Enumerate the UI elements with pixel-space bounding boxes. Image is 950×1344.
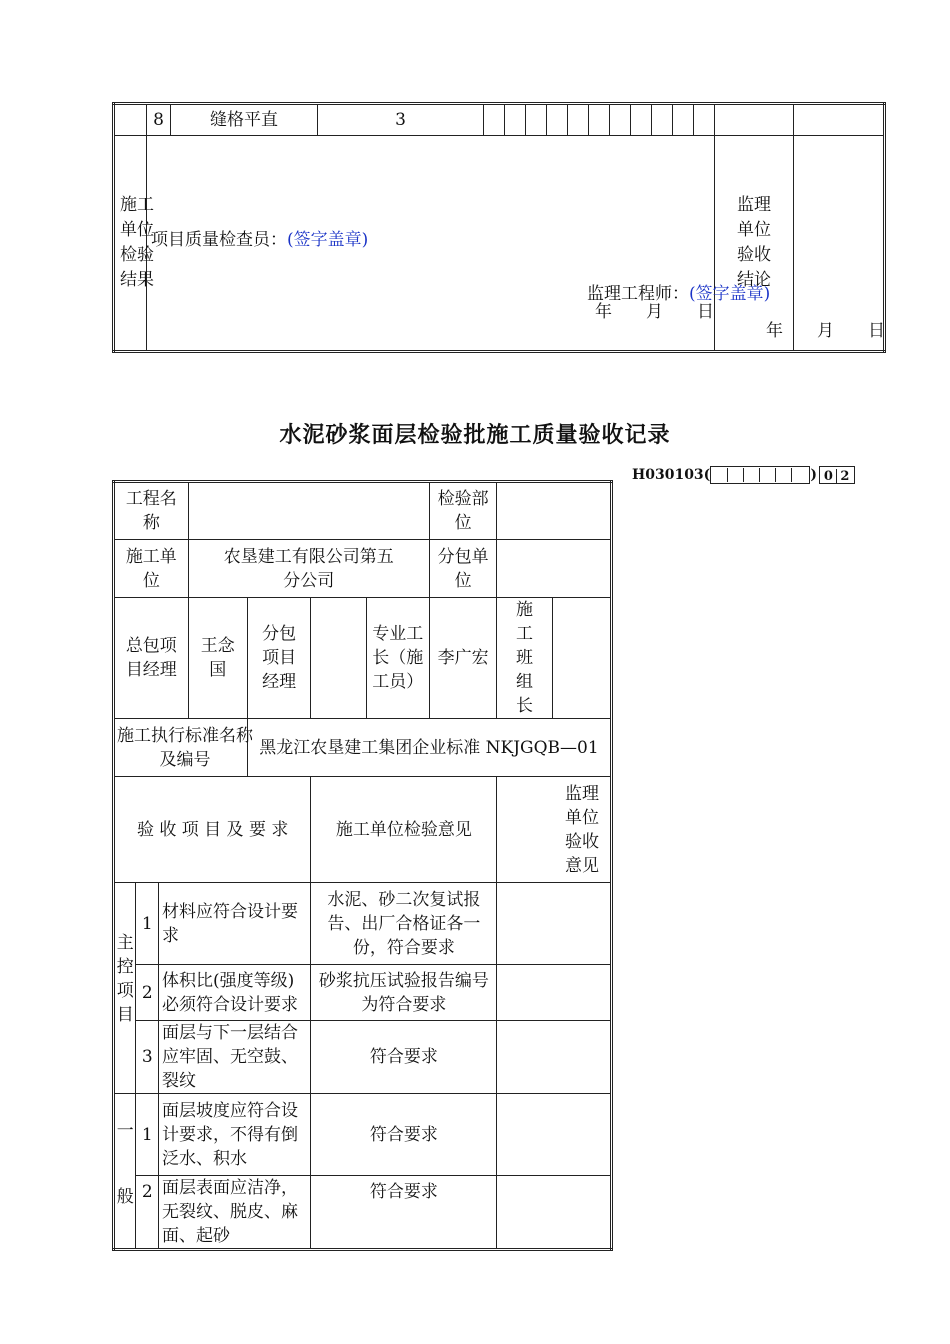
row-supervisor-opinion xyxy=(497,883,612,965)
foreman-label: 专业工长（施工员） xyxy=(366,598,429,719)
row-item: 材料应符合设计要求 xyxy=(158,883,310,965)
header-items: 验 收 项 目 及 要 求 xyxy=(114,777,311,883)
row-opinion: 符合要求 xyxy=(311,1021,497,1094)
engineer-label: 监理工程师： xyxy=(587,284,689,304)
subcontract-unit-value xyxy=(497,540,612,598)
page-title: 水泥砂浆面层检验批施工质量验收记录 xyxy=(279,423,671,448)
standard-label: 施工执行标准名称及编号 xyxy=(114,719,248,777)
contractor-result-cell xyxy=(147,136,715,352)
code-blank-boxes xyxy=(710,466,810,484)
row-supervisor-opinion xyxy=(497,1021,612,1094)
standard-value: 黑龙江农垦建工集团企业标准 NKJGQB—01 xyxy=(247,719,611,777)
foreman-value: 李广宏 xyxy=(429,598,496,719)
code-digit: 0 xyxy=(821,469,837,483)
table-row xyxy=(114,482,612,540)
row-opinion: 砂浆抗压试验报告编号为符合要求 xyxy=(311,965,497,1021)
construction-unit-label: 施工单位 xyxy=(114,540,189,598)
team-leader-label: 施工班组长 xyxy=(497,598,552,719)
table-row xyxy=(114,719,612,777)
table-row xyxy=(114,883,612,965)
item-name: 缝格平直 xyxy=(171,104,318,136)
inspection-record-table xyxy=(112,480,613,1251)
sub-pm-value xyxy=(311,598,366,719)
code-suffix: ) xyxy=(810,467,817,483)
general-items-label: 一般 xyxy=(114,1094,136,1250)
project-name-value xyxy=(188,482,429,540)
inspection-part-value xyxy=(497,482,612,540)
header-supervisor-opinion: 监理单位验收意见 xyxy=(497,777,612,883)
general-pm-label: 总包项目经理 xyxy=(114,598,189,719)
table-row xyxy=(114,598,612,719)
team-leader-value xyxy=(552,598,611,719)
general-pm-value: 王念国 xyxy=(188,598,247,719)
code-digit: 2 xyxy=(840,469,850,484)
sign-stamp-note-2: (签字盖章) xyxy=(689,284,771,304)
row-number: 3 xyxy=(136,1021,158,1094)
date-right: 年 月 日 xyxy=(766,321,885,341)
construction-unit-value: 农垦建工有限公司第五分公司 xyxy=(188,540,429,598)
empty-cell xyxy=(114,104,147,136)
row-supervisor-opinion xyxy=(497,965,612,1021)
row-item: 面层与下一层结合应牢固、无空鼓、裂纹 xyxy=(158,1021,310,1094)
row-item: 面层表面应洁净，无裂纹、脱皮、麻面、起砂 xyxy=(158,1176,310,1250)
row-opinion: 符合要求 xyxy=(311,1176,497,1250)
contractor-result-label: 施工单位检验结果 xyxy=(114,136,147,352)
table-row xyxy=(114,104,885,136)
date-left: 年 月 日 xyxy=(595,302,714,322)
subcontract-unit-label: 分包单位 xyxy=(429,540,496,598)
main-items-label: 主控项目 xyxy=(114,883,136,1094)
engineer-sign xyxy=(587,279,770,304)
inspector-label: 项目质量检查员： xyxy=(151,230,287,250)
code-digit-boxes xyxy=(819,466,855,484)
inspection-part-label: 检验部位 xyxy=(429,482,496,540)
row-opinion: 符合要求 xyxy=(311,1094,497,1176)
table-row xyxy=(114,540,612,598)
table-row xyxy=(114,1094,612,1176)
table-row xyxy=(114,1176,612,1250)
row-supervisor-opinion xyxy=(497,1176,612,1250)
form-code xyxy=(632,466,855,484)
project-name-label: 工程名称 xyxy=(114,482,189,540)
row-number: 2 xyxy=(136,965,158,1021)
row-number: 1 xyxy=(136,1094,158,1176)
table-header-row xyxy=(114,777,612,883)
row-item: 体积比(强度等级)必须符合设计要求 xyxy=(158,965,310,1021)
header-contractor-opinion: 施工单位检验意见 xyxy=(311,777,497,883)
table-row xyxy=(114,965,612,1021)
row-index: 8 xyxy=(147,104,171,136)
table-row xyxy=(114,1021,612,1094)
allowed-deviation: 3 xyxy=(318,104,484,136)
code-prefix: H030103( xyxy=(632,467,711,483)
supervisor-conclusion-label: 监理单位验收结论 xyxy=(715,136,794,352)
row-supervisor-opinion xyxy=(497,1094,612,1176)
sub-pm-label: 分包项目经理 xyxy=(247,598,310,719)
row-item: 面层坡度应符合设计要求，不得有倒泛水、积水 xyxy=(158,1094,310,1176)
row-number: 1 xyxy=(136,883,158,965)
sign-stamp-note: (签字盖章) xyxy=(287,230,369,250)
row-opinion: 水泥、砂二次复试报告、出厂合格证各一份，符合要求 xyxy=(311,883,497,965)
row-number: 2 xyxy=(136,1176,158,1250)
